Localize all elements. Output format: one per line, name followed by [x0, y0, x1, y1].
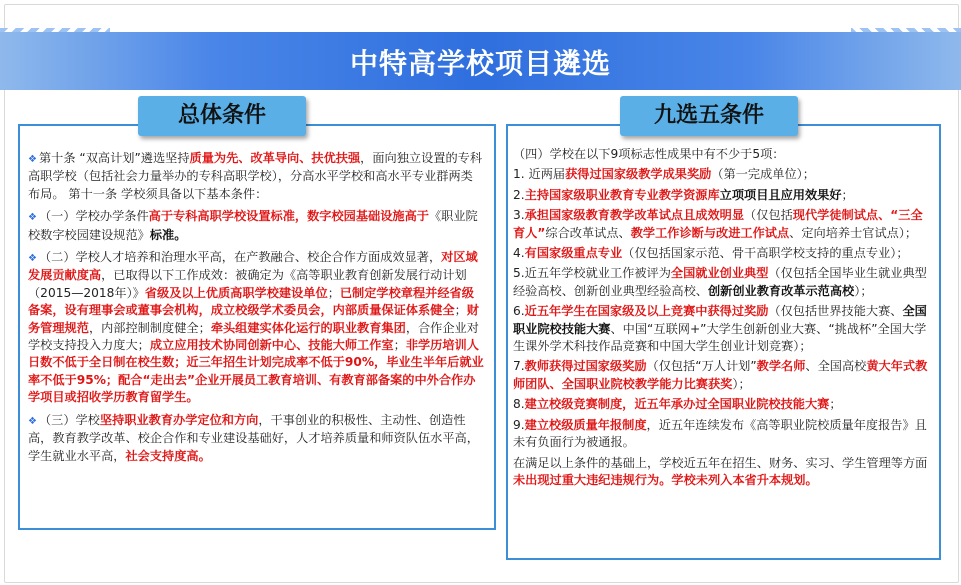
body-text: ）；	[854, 283, 873, 298]
highlight-text: 现代学徒制试点、“三全育人”	[513, 208, 923, 240]
condition-2-paragraph	[28, 249, 484, 407]
body-text: 在满足以上条件的基础上，学校近五年在招生、财务、实习、学生管理等方面	[513, 455, 928, 470]
body-text: ；	[454, 303, 467, 318]
body-text: 、定向培养士官试点）；	[789, 225, 918, 240]
body-text: ；	[393, 338, 406, 353]
achievement-item-7	[513, 358, 931, 393]
body-text: ；	[327, 285, 340, 300]
body-text: ，面向独立设置的专科高职学校（包括社会力量举办的专科高职学校），分高水平学校和高水平专业群两类布局。 第十一条 学校须具备以下基本条件：	[28, 151, 483, 201]
highlight-text: 教师获得过国家级奖励	[524, 359, 647, 374]
bold-text: 立项项目且应用效果好	[719, 187, 842, 202]
body-text: 6.	[513, 304, 525, 319]
highlight-text: 有国家级重点专业	[524, 246, 623, 261]
diamond-bullet-icon: ❖	[28, 212, 37, 224]
body-text: （仅包括全国毕业生就业典型经验高校、创新创业典型经验高校、	[513, 266, 927, 298]
highlight-text: 非学历培训人日数不低于全日制在校生数；近三年招生计划完成率不低于90%，毕业生半年后就业率不低于95%；配合“走出去”企业开展员工教育培训、有教育部备案的中外合作办学项目或招收学历教育留学生。	[28, 338, 484, 405]
body-text: 、中国“互联网+”大学生创新创业大赛、“挑战杯”全国大学生课外学术科技作品竞赛和中国大学生创业计划竞赛）；	[513, 321, 927, 354]
body-text: ；	[829, 397, 842, 412]
body-text: 、全国高校	[805, 359, 867, 374]
body-text: ，已取得以下工作成效：被确定为《高等职业教育创新发展行动计划（2015—2018年）》	[28, 268, 467, 300]
highlight-text: 质量为先、改革导向、扶优扶强	[189, 151, 361, 165]
body-text: ；	[841, 187, 854, 202]
achievement-item-2	[513, 187, 931, 204]
achievement-item-4	[513, 245, 931, 262]
body-text: 3.	[513, 208, 525, 223]
highlight-text: 近五年学生在国家级及以上竞赛中获得过奖励	[524, 304, 769, 319]
body-text: 第十条 “双高计划”遴选坚持	[38, 151, 190, 165]
achievement-item-5	[513, 265, 931, 300]
closing-paragraph	[513, 455, 931, 490]
body-text: ，近五年连续发布《高等职业院校质量年度报告》且未有负面行为被通报。	[513, 417, 927, 450]
body-text: 7.	[513, 359, 525, 374]
body-text: ，内部控制制度健全；	[88, 320, 211, 335]
body-text: 5.近五年学校就业工作被评为	[513, 266, 671, 281]
body-text: （第一完成单位）；	[711, 167, 815, 182]
bold-text: 标准。	[149, 227, 187, 242]
highlight-text: 全国就业创业典型	[670, 266, 769, 281]
achievement-item-8	[513, 396, 931, 413]
body-text: ，合作企业对学校支持投入力度大；	[28, 320, 479, 353]
highlight-text: 对区域发展贡献度高	[28, 250, 478, 283]
bold-text: 创新创业教育改革示范高校	[708, 283, 855, 298]
nine-choose-five-text	[513, 146, 931, 492]
diamond-bullet-icon: ❖	[28, 154, 37, 165]
diamond-bullet-icon: ❖	[28, 253, 37, 265]
highlight-text: 教学名师	[756, 359, 806, 374]
highlight-text: 建立校级竞赛制度，近五年承办过全国职业院校技能大赛	[524, 397, 830, 412]
body-text: ）；	[732, 376, 751, 391]
highlight-text: 黄大年式教师团队、全国职业院校教学能力比赛获奖	[513, 359, 928, 391]
highlight-text: 社会支持度高。	[125, 448, 211, 463]
condition-3-paragraph	[28, 412, 484, 465]
general-conditions-text	[28, 150, 484, 470]
highlight-text: 主持国家级职业教育专业教学资源库	[524, 187, 720, 202]
highlight-text: 高于专科高职学校设置标准，数字校园基础设施高于	[148, 209, 429, 224]
body-text: ，干事创业的积极性、主动性、创造性高，教育教学改革、校企合作和专业建设基础好，人才培养质量和师资队伍水平高，学生就业水平高，	[28, 412, 479, 463]
condition-1-paragraph	[28, 208, 484, 244]
body-text: （一）学校办学条件	[38, 209, 149, 224]
body-text: （三）学校	[38, 412, 100, 427]
highlight-text: 未出现过重大违纪违规行为。学校未列入本省升本规划。	[513, 472, 818, 487]
nine-choose-five-tab: 九选五条件	[620, 96, 798, 136]
diamond-bullet-icon: ❖	[28, 415, 37, 427]
condition-4-intro: （四）学校在以下9项标志性成果中有不少于5项：	[513, 147, 785, 161]
highlight-text: 坚持职业教育办学定位和方向	[99, 412, 259, 427]
highlight-text: 教学工作诊断与改进工作试点	[630, 225, 790, 240]
body-text: 综合改革试点、	[545, 225, 631, 240]
body-text: （二）学校人才培养和治理水平高，在产教融合、校企合作方面成效显著，	[38, 250, 442, 265]
achievement-item-1	[513, 166, 931, 183]
highlight-text: 财务管理规范	[28, 303, 479, 335]
body-text: 《职业院校数字校园建设规范》	[28, 209, 478, 242]
achievement-item-3	[513, 207, 931, 242]
highlight-text: 牵头组建实体化运行的职业教育集团	[210, 320, 406, 335]
highlight-text: 成立应用技术协同创新中心、技能大师工作室	[149, 338, 394, 353]
achievement-item-6	[513, 303, 931, 355]
highlight-text: 承担国家级教育教学改革试点且成效明显	[524, 208, 745, 223]
body-text: 9.	[513, 417, 525, 432]
body-text: 8.	[513, 397, 525, 412]
general-conditions-tab: 总体条件	[138, 96, 306, 136]
body-text: 1. 近两届	[513, 167, 566, 182]
article-10-paragraph	[28, 150, 484, 203]
highlight-text: 获得过国家级教学成果奖励	[565, 167, 712, 182]
bold-text: 全国职业院校技能大赛	[513, 304, 927, 336]
body-text: 4.	[513, 246, 525, 261]
achievement-item-9	[513, 417, 931, 452]
body-text: （仅包括“万人计划”	[646, 359, 757, 374]
body-text: （仅包括国家示范、骨干高职学校支持的重点专业）；	[622, 246, 909, 261]
highlight-text: 省级及以上优质高职学校建设单位	[144, 285, 328, 300]
highlight-text: 建立校级质量年报制度	[524, 417, 647, 432]
highlight-text: 已制定学校章程并经省级备案，设有理事会或董事会机构，成立校级学术委员会，内部质量保证体系健全	[28, 285, 474, 318]
slide-title: 中特高学校项目遴选	[349, 47, 611, 80]
body-text: （仅包括	[744, 208, 793, 223]
body-text: 2.	[513, 187, 525, 202]
body-text: （仅包括世界技能大赛、	[768, 304, 903, 319]
achievement-list	[513, 166, 931, 451]
